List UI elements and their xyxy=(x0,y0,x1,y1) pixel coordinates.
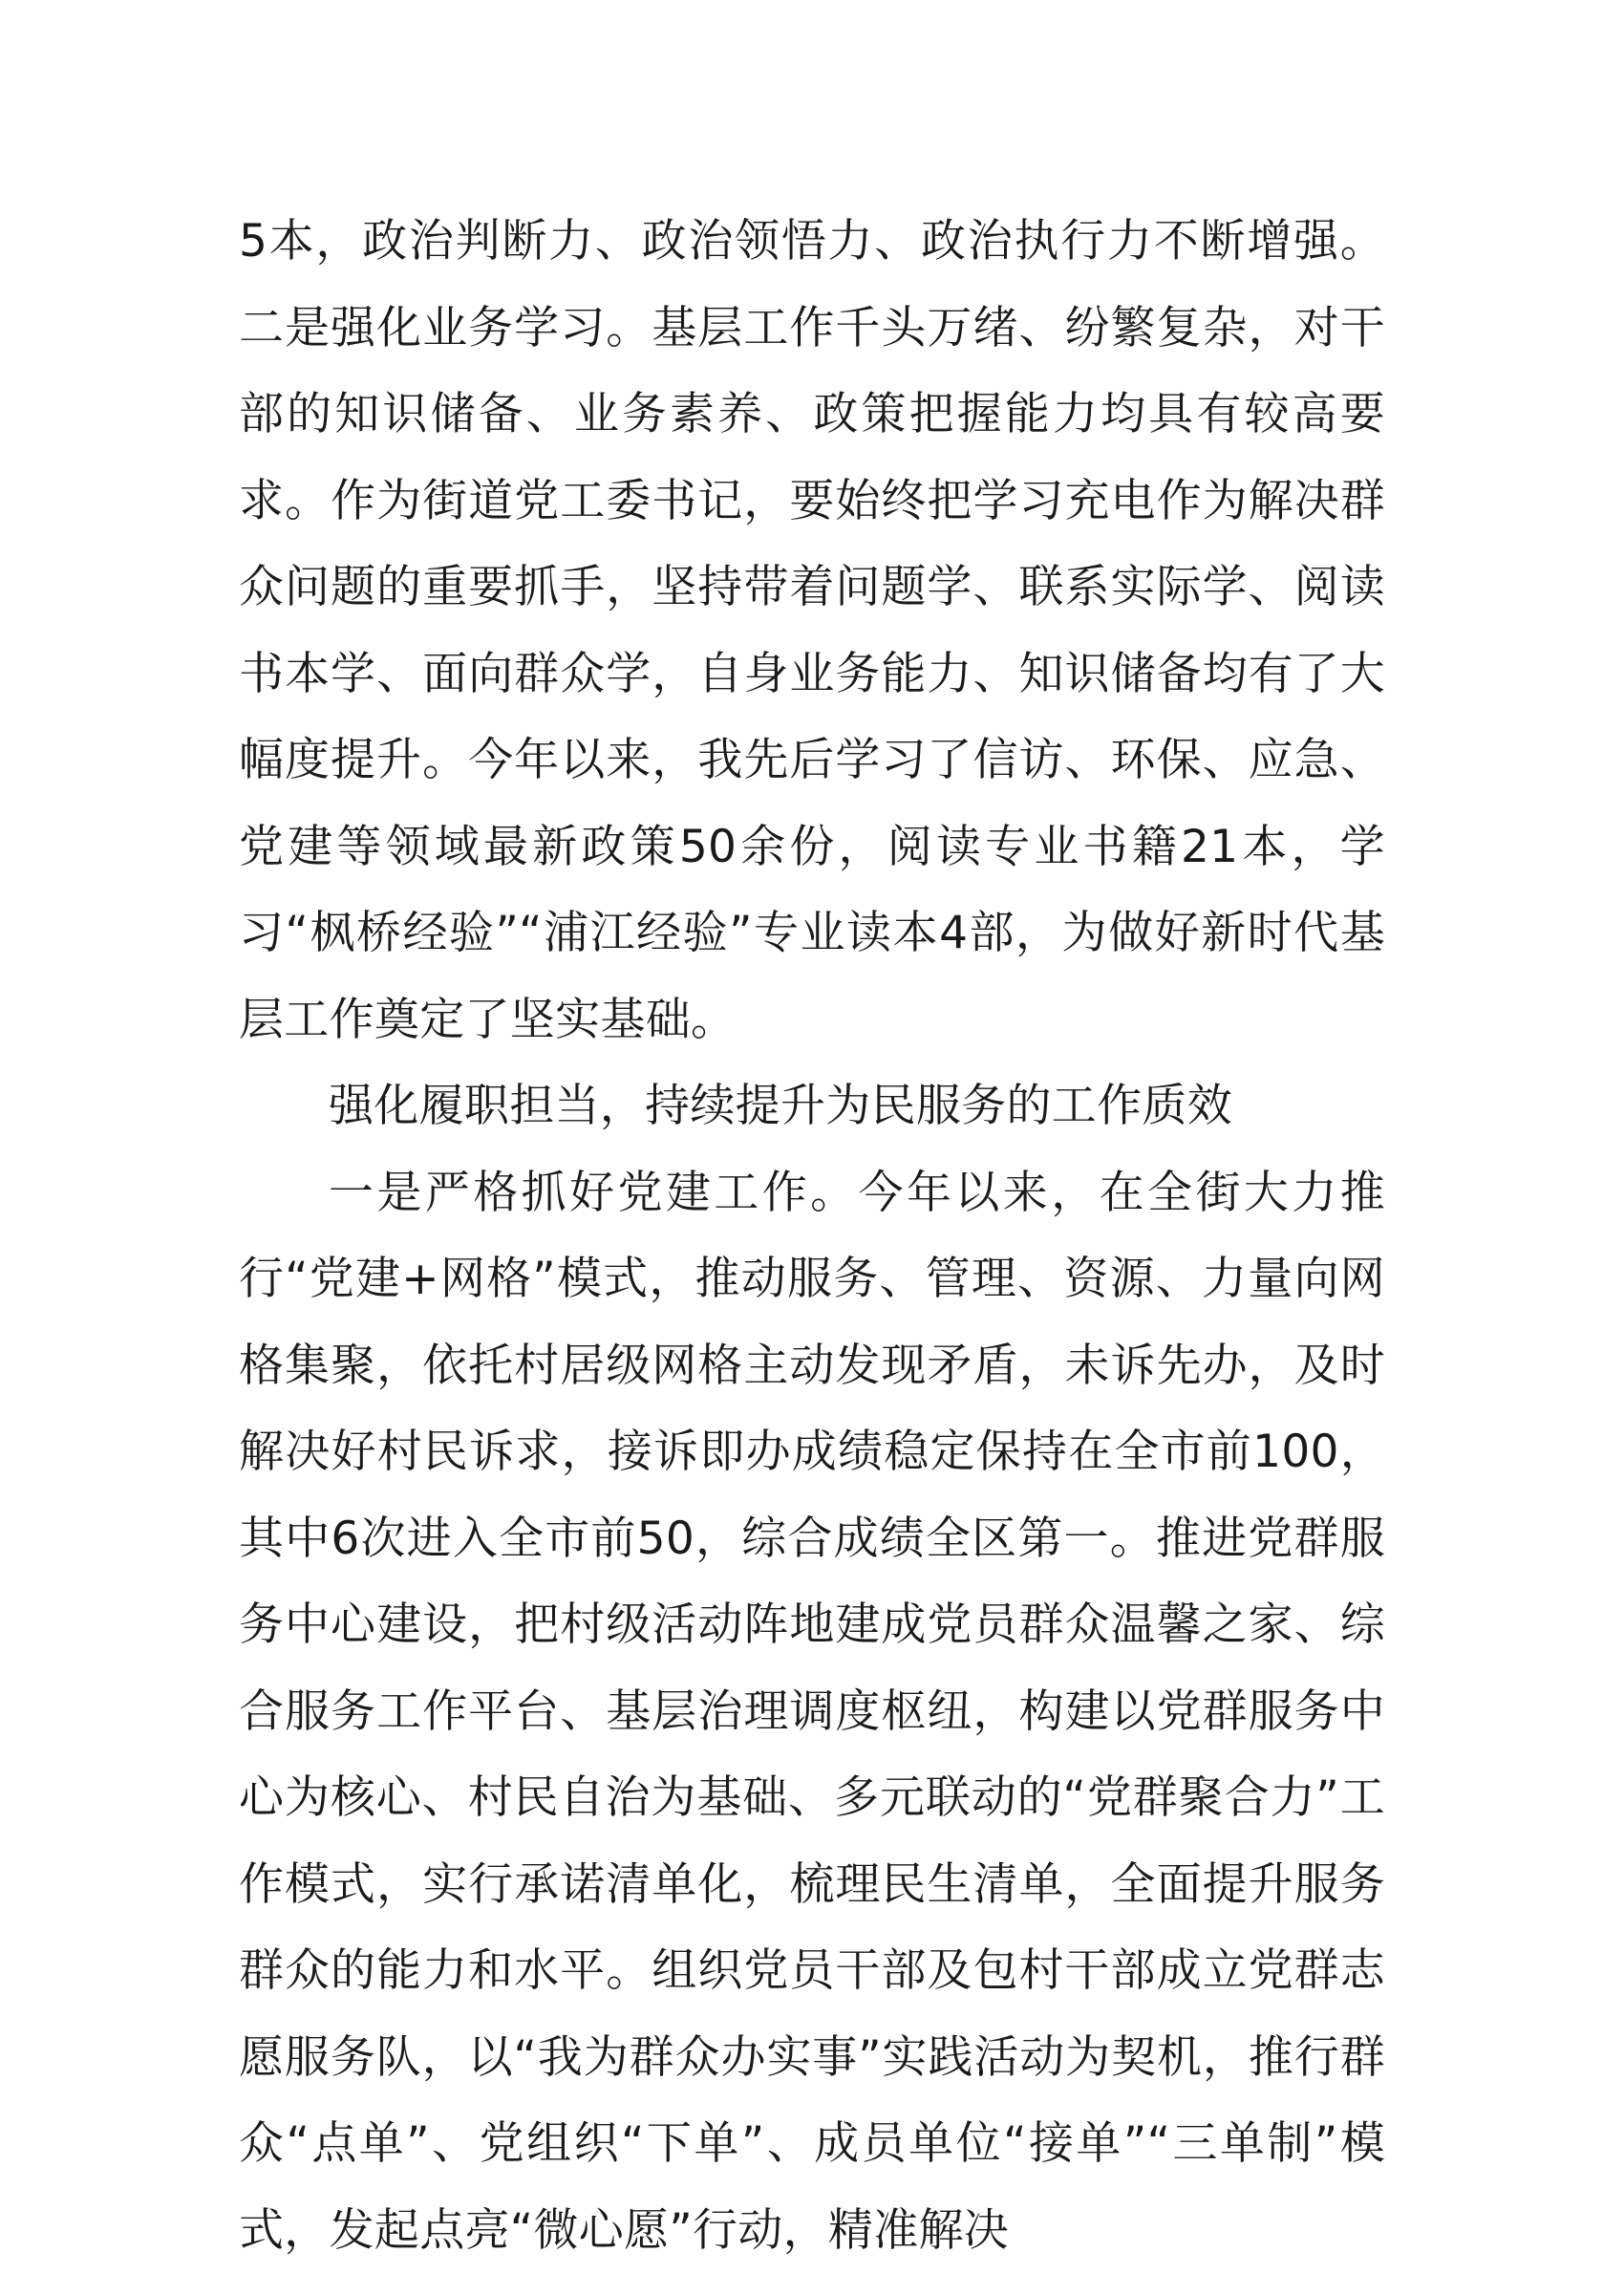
paragraph-study-continued: 5本，政治判断力、政治领悟力、政治执行力不断增强。二是强化业务学习。基层工作千头万绪、纷繁复杂，对干部的知识储备、业务素养、政策把握能力均具有较高要求。作为街道党工委书记，要始终把学习充电作为解决群众问题的重要抓手，坚持带着问题学、联系实际学、阅读书本学、面向群众学，自身业务能力、知识储备均有了大幅度提升。今年以来，我先后学习了信访、环保、应急、党建等领域最新政策50余份，阅读专业书籍21本，学习“枫桥经验”“浦江经验”专业读本4部，为做好新时代基层工作奠定了坚实基础。 xyxy=(239,199,1385,1063)
paragraph-party-building: 一是严格抓好党建工作。今年以来，在全街大力推行“党建+网格”模式，推动服务、管理、资源、力量向网格集聚，依托村居级网格主动发现矛盾，未诉先办，及时解决好村民诉求，接诉即办成绩稳定保持在全市前100，其中6次进入全市前50，综合成绩全区第一。推进党群服务中心建设，把村级活动阵地建成党员群众温馨之家、综合服务工作平台、基层治理调度枢纽，构建以党群服务中心为核心、村民自治为基础、多元联动的“党群聚合力”工作模式，实行承诺清单化，梳理民生清单，全面提升服务群众的能力和水平。组织党员干部及包村干部成立党群志愿服务队，以“我为群众办实事”实践活动为契机，推行群众“点单”、党组织“下单”、成员单位“接单”“三单制”模式，发起点亮“微心愿”行动，精准解决 xyxy=(239,1150,1385,2274)
document-body xyxy=(239,199,1385,2274)
section-heading: 强化履职担当，持续提升为民服务的工作质效 xyxy=(239,1063,1385,1150)
